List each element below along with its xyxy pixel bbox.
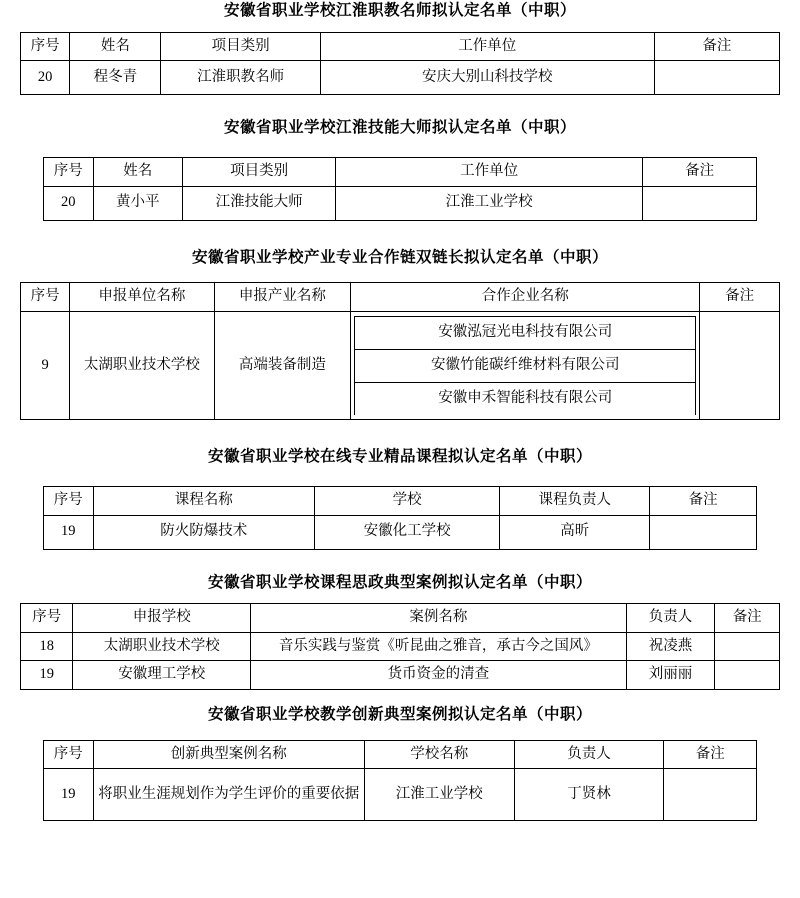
cell-school: 安徽化工学校 bbox=[314, 515, 499, 549]
column-header: 项目类别 bbox=[161, 32, 320, 61]
cell-index: 20 bbox=[21, 61, 70, 95]
cell-remark bbox=[700, 311, 780, 420]
cell-school: 江淮工业学校 bbox=[364, 769, 514, 821]
cell-remark bbox=[664, 769, 757, 821]
column-header: 备注 bbox=[664, 740, 757, 769]
column-header: 申报学校 bbox=[73, 604, 251, 633]
column-header: 负责人 bbox=[514, 740, 664, 769]
cell-name: 黄小平 bbox=[93, 186, 182, 220]
section-title: 安徽省职业学校江淮职教名师拟认定名单（中职） bbox=[223, 2, 576, 19]
list-item bbox=[355, 316, 696, 349]
column-header: 学校 bbox=[314, 486, 499, 515]
section-title: 安徽省职业学校江淮技能大师拟认定名单（中职） bbox=[223, 119, 576, 137]
cell-category: 江淮职教名师 bbox=[161, 61, 320, 95]
table-jianghuai-teacher bbox=[20, 32, 780, 96]
cell-remark bbox=[715, 661, 780, 690]
column-header: 备注 bbox=[700, 283, 780, 312]
cell-case-name: 音乐实践与鉴赏《听昆曲之雅音，承古今之国风》 bbox=[251, 632, 626, 661]
cell-company: 安徽申禾智能科技有限公司 bbox=[355, 382, 696, 415]
cell-industry: 高端装备制造 bbox=[214, 311, 351, 420]
list-item bbox=[355, 349, 696, 382]
cell-leader: 高昕 bbox=[500, 515, 650, 549]
cell-company: 安徽竹能碳纤维材料有限公司 bbox=[355, 349, 696, 382]
table-industry-chain bbox=[20, 282, 780, 420]
column-header: 工作单位 bbox=[336, 157, 643, 186]
cell-leader: 祝凌燕 bbox=[626, 632, 715, 661]
table-row bbox=[21, 632, 780, 661]
cell-companies bbox=[351, 311, 700, 420]
column-header: 项目类别 bbox=[182, 157, 335, 186]
cell-index: 19 bbox=[21, 661, 73, 690]
column-header: 备注 bbox=[715, 604, 780, 633]
section-title: 安徽省职业学校在线专业精品课程拟认定名单（中职） bbox=[207, 448, 592, 466]
column-header: 序号 bbox=[21, 604, 73, 633]
table-header-row bbox=[43, 740, 756, 769]
section-title: 安徽省职业学校课程思政典型案例拟认定名单（中职） bbox=[207, 573, 592, 591]
column-header: 序号 bbox=[43, 157, 93, 186]
cell-index: 18 bbox=[21, 632, 73, 661]
section-jianghuai-master bbox=[20, 117, 780, 220]
table-row bbox=[21, 661, 780, 690]
cell-leader: 刘丽丽 bbox=[626, 661, 715, 690]
cell-remark bbox=[643, 186, 757, 220]
table-jianghuai-master bbox=[43, 157, 757, 221]
table-row bbox=[43, 186, 756, 220]
column-header: 序号 bbox=[43, 740, 93, 769]
column-header: 课程负责人 bbox=[500, 486, 650, 515]
column-header: 序号 bbox=[43, 486, 93, 515]
column-header: 姓名 bbox=[70, 32, 161, 61]
section-teaching-innovation-cases bbox=[20, 704, 780, 821]
section-online-course bbox=[20, 446, 780, 549]
cell-category: 江淮技能大师 bbox=[182, 186, 335, 220]
column-header: 序号 bbox=[21, 32, 70, 61]
table-header-row bbox=[21, 604, 780, 633]
table-header-row bbox=[21, 283, 780, 312]
section-jianghuai-teacher bbox=[20, 0, 780, 95]
column-header: 工作单位 bbox=[320, 32, 654, 61]
cell-index: 19 bbox=[43, 515, 93, 549]
cell-remark bbox=[715, 632, 780, 661]
column-header: 备注 bbox=[654, 32, 779, 61]
cell-leader: 丁贤林 bbox=[514, 769, 664, 821]
cell-workplace: 江淮工业学校 bbox=[336, 186, 643, 220]
section-title: 安徽省职业学校教学创新典型案例拟认定名单（中职） bbox=[207, 705, 592, 723]
section-course-ideology-cases bbox=[20, 572, 780, 690]
table-header-row bbox=[21, 32, 780, 61]
table-row bbox=[43, 515, 756, 549]
column-header: 负责人 bbox=[626, 604, 715, 633]
column-header: 学校名称 bbox=[364, 740, 514, 769]
column-header: 备注 bbox=[650, 486, 757, 515]
cell-school: 安徽理工学校 bbox=[73, 661, 251, 690]
cell-school: 太湖职业技术学校 bbox=[73, 632, 251, 661]
column-header: 课程名称 bbox=[93, 486, 314, 515]
table-row bbox=[43, 769, 756, 821]
cell-remark bbox=[650, 515, 757, 549]
table-row bbox=[21, 61, 780, 95]
company-list bbox=[354, 316, 696, 416]
cell-index: 19 bbox=[43, 769, 93, 821]
table-course-ideology-cases bbox=[20, 603, 780, 690]
column-header: 申报产业名称 bbox=[214, 283, 351, 312]
cell-workplace: 安庆大别山科技学校 bbox=[320, 61, 654, 95]
column-header: 创新典型案例名称 bbox=[93, 740, 364, 769]
cell-unit: 太湖职业技术学校 bbox=[70, 311, 214, 420]
column-header: 姓名 bbox=[93, 157, 182, 186]
cell-company: 安徽泓冠光电科技有限公司 bbox=[355, 316, 696, 349]
table-header-row bbox=[43, 486, 756, 515]
table-teaching-innovation-cases bbox=[43, 740, 757, 822]
cell-case-name: 货币资金的清查 bbox=[251, 661, 626, 690]
column-header: 序号 bbox=[21, 283, 70, 312]
cell-remark bbox=[654, 61, 779, 95]
column-header: 合作企业名称 bbox=[351, 283, 700, 312]
table-row bbox=[21, 311, 780, 420]
cell-case-name: 将职业生涯规划作为学生评价的重要依据 bbox=[93, 769, 364, 821]
table-online-course bbox=[43, 486, 757, 550]
cell-course-name: 防火防爆技术 bbox=[93, 515, 314, 549]
table-header-row bbox=[43, 157, 756, 186]
list-item bbox=[355, 382, 696, 415]
column-header: 案例名称 bbox=[251, 604, 626, 633]
cell-index: 9 bbox=[21, 311, 70, 420]
column-header: 备注 bbox=[643, 157, 757, 186]
section-industry-chain bbox=[20, 247, 780, 421]
cell-name: 程冬青 bbox=[70, 61, 161, 95]
column-header: 申报单位名称 bbox=[70, 283, 214, 312]
cell-index: 20 bbox=[43, 186, 93, 220]
section-title: 安徽省职业学校产业专业合作链双链长拟认定名单（中职） bbox=[191, 248, 608, 266]
